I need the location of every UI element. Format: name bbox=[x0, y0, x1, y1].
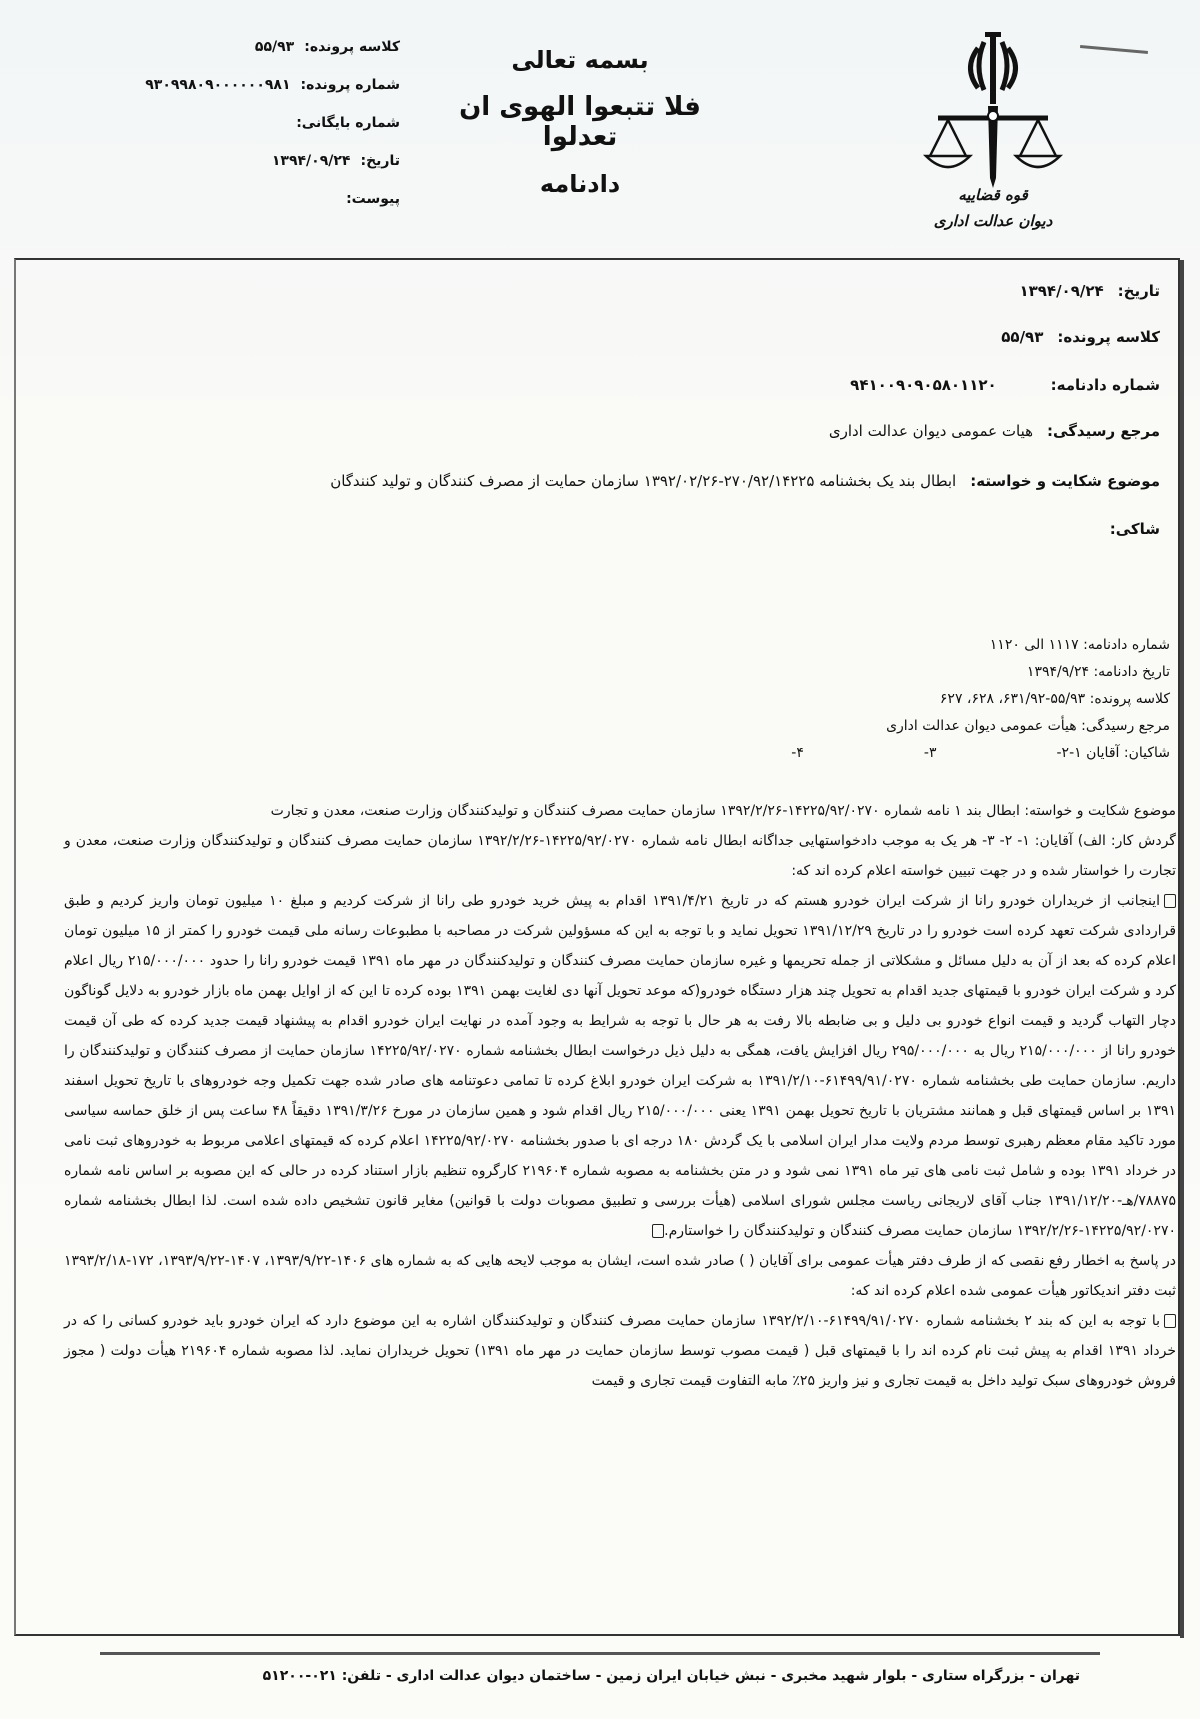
pen-stroke-mark bbox=[1080, 45, 1148, 54]
summary-verdict-value: ۹۴۱۰۰۹۰۹۰۵۸۰۱۱۲۰ bbox=[850, 376, 997, 394]
body-paragraph-bylaw bbox=[64, 1306, 1176, 1396]
body-paragraph-procedure: گردش کار: الف) آقایان: ۱- ۲- ۳- هر یک به موجب دادخواستهایی جداگانه ابطال نامه شماره ۱۴۲۲۵/۹۲/۰۲۷۰-۱۳۹۲/۲/۲۶ سازمان حمایت مصرف کنندگان و تولیدکنندگان وزارت صنعت، معدن و تجارت را خواستار شده و در جهت تبیین خواسته اعلام کرده اند که: bbox=[64, 833, 1176, 879]
summary-date-label: تاریخ: bbox=[1117, 282, 1160, 300]
judiciary-emblem bbox=[918, 18, 1068, 238]
emblem-caption-judiciary: قوه قضاییه bbox=[958, 186, 1028, 204]
body-header bbox=[600, 632, 1170, 767]
verdict-numbers: شماره دادنامه: ۱۱۱۷ الی ۱۱۲۰ bbox=[989, 637, 1170, 653]
meta-date bbox=[60, 150, 400, 188]
meta-archive-number bbox=[60, 112, 400, 150]
meta-label: تاریخ: bbox=[360, 153, 400, 169]
reference-authority: مرجع رسیدگی: هیأت عمومی دیوان عدالت اداری bbox=[886, 718, 1170, 734]
summary-class-label: کلاسه پرونده: bbox=[1057, 328, 1160, 346]
body-paragraph-complaint bbox=[64, 886, 1176, 1246]
summary-reference-label: مرجع رسیدگی: bbox=[1047, 422, 1160, 440]
title-block bbox=[420, 40, 740, 198]
emblem-caption-court: دیوان عدالت اداری bbox=[933, 212, 1053, 230]
meta-value: ۵۵/۹۳ bbox=[254, 39, 295, 55]
summary-reference-value: هیات عمومی دیوان عدالت اداری bbox=[828, 422, 1034, 440]
meta-label: شماره بایگانی: bbox=[296, 115, 400, 131]
scales-of-justice-icon bbox=[918, 18, 1068, 238]
body-paragraph-response: در پاسخ به اخطار رفع نقصی که از طرف دفتر هیأت عمومی برای آقایان ( ) صادر شده است، ایشان به موجب لایحه هایی که به شماره های ۱۴۰۶-۱۳۹۳/۹/۲۲، ۱۴۰۷-۱۳۹۳/۹/۲۲، ۱۷۲-۱۳۹۳/۲/۱۸ ثبت دفتر اندیکاتور هیأت عمومی شده اعلام کرده اند که: bbox=[64, 1253, 1177, 1299]
claimants-line bbox=[600, 740, 1170, 767]
claimants-label: شاکیان: آقایان ۱- bbox=[1069, 745, 1170, 761]
title-dadnameh: دادنامه bbox=[539, 170, 621, 198]
summary-date bbox=[1019, 282, 1160, 300]
meta-label: شماره پرونده: bbox=[300, 77, 400, 93]
summary-subject-label: موضوع شکایت و خواسته: bbox=[970, 472, 1160, 490]
summary-class-value: ۵۵/۹۳ bbox=[1001, 328, 1044, 346]
summary-subject-value: ابطال بند یک بخشنامه ۲۷۰/۹۲/۱۴۲۲۵-۱۳۹۲/۰۲/۲۶ سازمان حمایت از مصرف کنندگان و تولید کنندگان bbox=[330, 472, 957, 490]
summary-plaintiff-label: شاکی: bbox=[1109, 520, 1160, 538]
meta-label: پیوست: bbox=[346, 191, 400, 207]
claimant-marker: ۲- bbox=[1056, 745, 1070, 761]
verdict-body bbox=[64, 796, 1176, 1396]
summary-case-class bbox=[1001, 328, 1160, 346]
complaint-text: اینجانب از خریداران خودرو رانا از شرکت ایران خودرو هستم که در تاریخ ۱۳۹۱/۴/۲۱ اقدام به پیش خرید خودرو طی رانا از شرکت کردیم و مبلغ ۱۰ میلیون تومان واریز کردیم و طبق قراردادی شرکت تعهد کرده است خودرو را در تاریخ ۱۳۹۱/۱۲/۲۹ تحویل نماید و با توجه به این که مسؤولین شرکت در مصاحبه با مطبوعات رسانه ملی قیمت خودرو را کمتر از ۱۵ میلیون تومان اعلام کرده که بعد از آن به دلیل مسائل و مشکلاتی از جمله تحریمها و غیره سازمان حمایت مصرف کنندگان و تولیدکنندگان در مهر ماه ۱۳۹۱ قیمت خودرو رانا را حدود ۲۱۵/۰۰۰/۰۰۰ ریال اعلام کرد و شرکت ایران خودرو با قیمتهای جدید اقدام به تحویل چند هزار دستگاه خودرو(که موعد تحویل آنها دی لغایت بهمن ۱۳۹۱ بوده کرده تا این که از اوایل بهمن ماه بازار خودرو به دلایل گوناگون دچار التهاب گردید و قیمت انواع خودرو بی دلیل و بی ضابطه بالا رفت به هر حال با توجه به شرایط به وجود آمده در نهایت ایران خودرو اقدام به پیشنهاد قیمت جدید کرده که طی آن قیمت خودرو رانا از ۲۱۵/۰۰۰/۰۰۰ ریال به ۲۹۵/۰۰۰/۰۰۰ ریال افزایش یافت، همگی به دلیل ذیل درخواست ابطال بخشنامه شماره ۱۴۲۲۵/۹۲/۰۲۷۰ سازمان حمایت از مصرف کنندگان و تولیدکنندگان را داریم. سازمان حمایت طی بخشنامه شماره ۶۱۴۹۹/۹۱/۰۲۷۰-۱۳۹۱/۲/۱۰ به شرکت ایران خودرو ابلاغ کرده تا تمامی دعوتنامه های صادر شده جهت تکمیل وجه خودروهای با تاریخ تحویل اسفند ۱۳۹۱ بر اساس قیمتهای قبل و همانند مشتریان با تاریخ تحویل بهمن ۱۳۹۱ یعنی ۲۱۵/۰۰۰/۰۰۰ ریال اقدام شود و همین سازمان در مورخ ۱۳۹۱/۳/۲۶ دقیقاً ۴۸ ساعت پس از خلق حماسه سیاسی مورد تاکید مقام معظم رهبری توسط مردم ولایت مدار ایران اسلامی با یک گردش ۱۸۰ درجه ای با صدور بخشنامه ۱۴۲۲۵/۹۲/۰۲۷۰ اعلام کرده که قیمتهای اعلامی مربوط به خودروهای ثبت نامی در خرداد ۱۳۹۱ بوده و شامل ثبت نامی های تیر ماه ۱۳۹۱ نمی شود و در متن بخشنامه به مصوبه شماره ۲۱۹۶۰۴ کارگروه تنظیم بازار استناد کرده در حالی که این مصوبه بر اساس نامه شماره ۷۸۸۷۵/هـ-۱۳۹۱/۱۲/۲۰ جناب آقای لاریجانی ریاست مجلس شورای اسلامی (هیأت بررسی و تطبیق مصوبات دولت با قوانین) مغایر قانون تشخیص داده شده است. لذا ابطال بخشنامه شماره ۱۴۲۲۵/۹۲/۰۲۷۰-۱۳۹۲/۲/۲۶ سازمان حمایت مصرف کنندگان و تولیدکنندگان را خواستارم. bbox=[64, 893, 1177, 1239]
summary-date-value: ۱۳۹۴/۰۹/۲۴ bbox=[1019, 282, 1104, 300]
summary-reference bbox=[829, 422, 1160, 440]
verdict-date: تاریخ دادنامه: ۱۳۹۴/۹/۲۴ bbox=[1026, 664, 1170, 680]
meta-case-class bbox=[60, 36, 400, 74]
case-meta-block bbox=[60, 36, 400, 226]
claimant-marker: ۳- bbox=[923, 745, 937, 761]
summary-plaintiff bbox=[1096, 520, 1160, 538]
footer-divider bbox=[100, 1652, 1100, 1655]
summary-subject bbox=[330, 472, 1160, 490]
quote-open-icon bbox=[1164, 1314, 1176, 1328]
title-verse: فلا تتبعوا الهوی ان تعدلوا bbox=[459, 92, 701, 152]
quote-close-icon bbox=[652, 1224, 664, 1238]
summary-verdict-label: شماره دادنامه: bbox=[1050, 376, 1160, 394]
meta-label: کلاسه پرونده: bbox=[304, 39, 400, 55]
claimant-marker: ۴- bbox=[791, 745, 804, 761]
footer-address: تهران - بزرگراه ستاری - بلوار شهید مخبری - نبش خیابان ایران زمین - ساختمان دیوان عدالت اداری - تلفن: ۰۲۱-۵۱۲۰۰ bbox=[262, 1668, 1080, 1684]
bylaw-text: با توجه به این که بند ۲ بخشنامه شماره ۶۱۴۹۹/۹۱/۰۲۷۰-۱۳۹۲/۲/۱۰ سازمان حمایت مصرف کنندگان و تولیدکنندگان اشاره به این موضوع دارد که ایران خودرو باید خودرو کسانی را که در خرداد ۱۳۹۱ اقدام به پیش ثبت نام کرده اند را با قیمتهای قبل ( قیمت مصوب توسط سازمان حمایت در مهر ماه ۱۳۹۱) تحویل خریداران نماید. لذا مصوبه شماره ۲۱۹۶۰۴ هیأت دولت ( مجوز فروش خودروهای سبک تولید داخل به قیمت تجاری و نیز واریز ۲۵٪ مابه التفاوت قیمت تجاری و قیمت bbox=[64, 1313, 1177, 1389]
meta-value: ۱۳۹۴/۰۹/۲۴ bbox=[271, 153, 351, 169]
meta-value: ۹۳۰۹۹۸۰۹۰۰۰۰۰۰۹۸۱ bbox=[145, 77, 291, 93]
summary-verdict-number bbox=[850, 376, 1160, 394]
title-basmala: بسمه تعالی bbox=[511, 46, 649, 74]
meta-attachment bbox=[60, 188, 400, 226]
quote-open-icon bbox=[1164, 894, 1176, 908]
body-paragraph-subject: موضوع شکایت و خواسته: ابطال بند ۱ نامه شماره ۱۴۲۲۵/۹۲/۰۲۷۰-۱۳۹۲/۲/۲۶ سازمان حمایت مصرف کنندگان و تولیدکنندگان وزارت صنعت، معدن و تجارت bbox=[270, 803, 1176, 819]
case-class-list: کلاسه پرونده: ۵۵/۹۳-۶۳۱/۹۲، ۶۲۸، ۶۲۷ bbox=[939, 691, 1170, 707]
meta-case-number bbox=[60, 74, 400, 112]
